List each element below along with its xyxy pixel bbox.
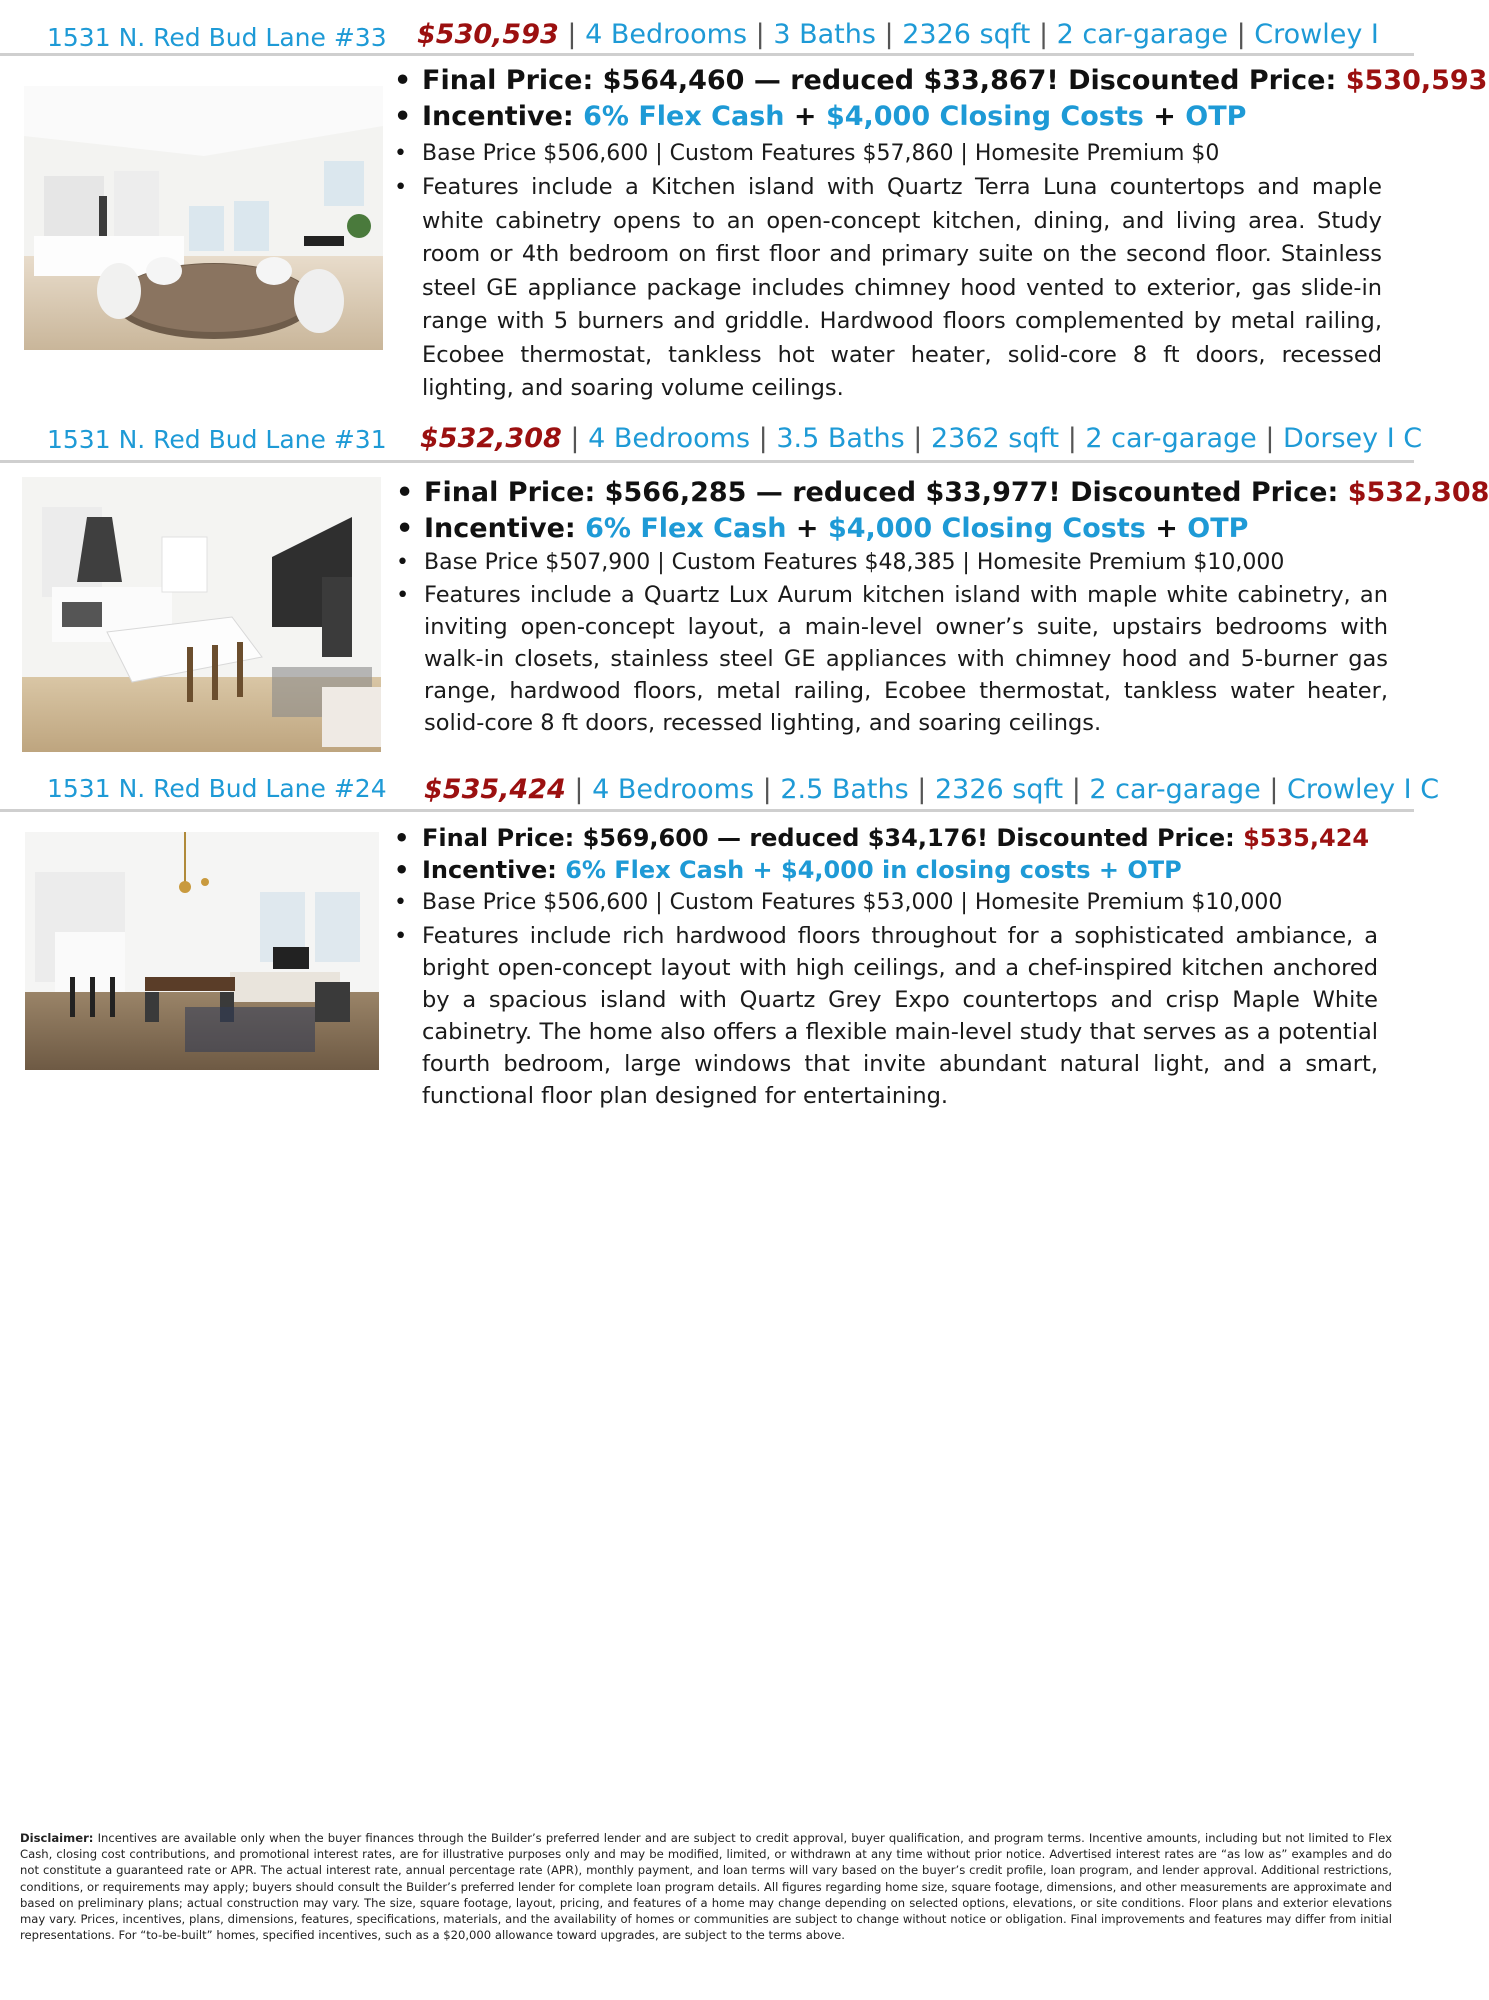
pricing-breakdown: • Base Price $507,900 | Custom Features $48,385 | Homesite Premium $10,000 (394, 547, 1388, 579)
bedrooms: 4 Bedrooms (592, 774, 755, 805)
disclaimer (20, 1830, 1392, 1943)
garage: 2 car-garage (1056, 19, 1228, 50)
pricing-breakdown: • Base Price $506,600 | Custom Features $53,000 | Homesite Premium $10,000 (392, 885, 1378, 920)
listing-photo-24 (25, 832, 379, 1070)
listing-photo-31 (22, 477, 381, 752)
final-price-line: • Final Price: $569,600 — reduced $34,176! Discounted Price: $535,424 (392, 821, 1378, 855)
section-divider (0, 809, 1414, 812)
features-description: • Features include rich hardwood floors throughout for a sophisticated ambiance, a bright open-concept layout with high ceilings, and a chef-inspired kitchen anchored by a spacious island with Quartz Grey Expo countertops and crisp Maple White cabinetry. The home also offers a flexible main-level study that serves as a potential fourth bedroom, large windows that invite abundant natural light, and a smart, functional floor plan designed for entertaining. (392, 920, 1378, 1112)
incentive-line: • Incentive: 6% Flex Cash + $4,000 in closing costs + OTP (392, 855, 1378, 885)
discounted-price: $535,424 (1243, 824, 1370, 852)
listing-header-24 (0, 769, 1440, 809)
discounted-price: $532,308 (1347, 477, 1489, 508)
sqft: 2326 sqft (902, 19, 1031, 50)
section-divider (0, 53, 1414, 56)
plan-name: Crowley I C (1287, 774, 1440, 805)
listing-price: $535,424 (424, 774, 566, 805)
baths: 2.5 Baths (780, 774, 909, 805)
garage: 2 car-garage (1085, 423, 1257, 454)
pricing-breakdown: • Base Price $506,600 | Custom Features $57,860 | Homesite Premium $0 (392, 137, 1382, 171)
listing-details-31 (394, 475, 1489, 739)
features-description: • Features include a Kitchen island with Quartz Terra Luna countertops and maple white cabinetry opens to an open-concept kitchen, dining, and living area. Study room or 4th bedroom on first floor and primary suite on the second floor. Stainless steel GE appliance package includes chimney hood vented to exterior, gas slide-in range with 5 burners and griddle. Hardwood floors complemented by metal railing, Ecobee thermostat, tankless hot water heater, solid-core 8 ft doors, recessed lighting, and soaring volume ceilings. (392, 171, 1382, 406)
listing-header-33 (0, 18, 1414, 58)
listing-price: $532,308 (420, 423, 562, 454)
listing-photo-33 (24, 86, 383, 350)
final-price-line: • Final Price: $566,285 — reduced $33,977! Discounted Price: $532,308 (394, 475, 1388, 511)
listing-address: 1531 N. Red Bud Lane #24 (47, 774, 387, 803)
plan-name: Dorsey I C (1283, 423, 1423, 454)
listing-details-33 (392, 63, 1488, 406)
sqft: 2362 sqft (930, 423, 1060, 454)
listing-price: $530,593 (417, 19, 559, 50)
disclaimer-label: Disclaimer: (20, 1831, 94, 1845)
listing-header-31 (0, 420, 1423, 460)
listing-specs: $530,593 | 4 Bedrooms | 3 Baths | 2326 sqft | 2 car-garage | Crowley I (417, 19, 1379, 50)
section-divider (0, 460, 1414, 463)
incentive-line: • Incentive: 6% Flex Cash + $4,000 Closing Costs + OTP (394, 511, 1388, 547)
listing-specs: $532,308 | 4 Bedrooms | 3.5 Baths | 2362 sqft | 2 car-garage | Dorsey I C (420, 423, 1423, 454)
baths: 3.5 Baths (776, 423, 905, 454)
bedrooms: 4 Bedrooms (588, 423, 751, 454)
listing-address: 1531 N. Red Bud Lane #31 (47, 425, 387, 454)
disclaimer-text: Incentives are available only when the buyer finances through the Builder’s preferred lender and are subject to credit approval, buyer qualification, and program terms. Incentive amounts, including but not limited to Flex Cash, closing cost contributions, and promotional interest rates, are for illustrative purposes only and may be modified, limited, or withdrawn at any time without prior notice. Advertised interest rates are “as low as” examples and do not constitute a guaranteed rate or APR. The actual interest rate, annual percentage rate (APR), monthly payment, and loan terms will vary based on the buyer’s credit profile, loan program, and lender approval. Additional restrictions, conditions, or requirements may apply; buyers should consult the Builder’s preferred lender for complete loan program details. All figures regarding home size, square footage, dimensions, and other measurements are approximate and based on preliminary plans; actual construction may vary. The size, square footage, layout, pricing, and features of a home may change depending on selected options, elevations, or site conditions. Floor plans and exterior elevations may vary. Prices, incentives, plans, dimensions, features, specifications, materials, and the availability of homes or communities are subject to change without notice or obligation. Final improvements and features may differ from initial representations. For “to-be-built” homes, specified incentives, such as a $20,000 allowance toward upgrades, are subject to the terms above. (20, 1831, 1393, 1943)
bedrooms: 4 Bedrooms (585, 19, 748, 50)
listing-details-24 (392, 821, 1378, 1112)
discounted-price: $530,593 (1345, 65, 1488, 96)
incentive-line: • Incentive: 6% Flex Cash + $4,000 Closing Costs + OTP (392, 99, 1382, 135)
final-price-line: • Final Price: $564,460 — reduced $33,867! Discounted Price: $530,593 (392, 63, 1382, 99)
garage: 2 car-garage (1089, 774, 1261, 805)
sqft: 2326 sqft (934, 774, 1064, 805)
baths: 3 Baths (773, 19, 876, 50)
plan-name: Crowley I (1254, 19, 1379, 50)
listing-specs: $535,424 | 4 Bedrooms | 2.5 Baths | 2326 sqft | 2 car-garage | Crowley I C (424, 774, 1440, 805)
listing-address: 1531 N. Red Bud Lane #33 (47, 23, 387, 52)
features-description: • Features include a Quartz Lux Aurum kitchen island with maple white cabinetry, an inviting open-concept layout, a main-level owner’s suite, upstairs bedrooms with walk-in closets, stainless steel GE appliances with chimney hood and 5-burner gas range, hardwood floors, metal railing, Ecobee thermostat, tankless water heater, solid-core 8 ft doors, recessed lighting, and soaring ceilings. (394, 579, 1388, 739)
